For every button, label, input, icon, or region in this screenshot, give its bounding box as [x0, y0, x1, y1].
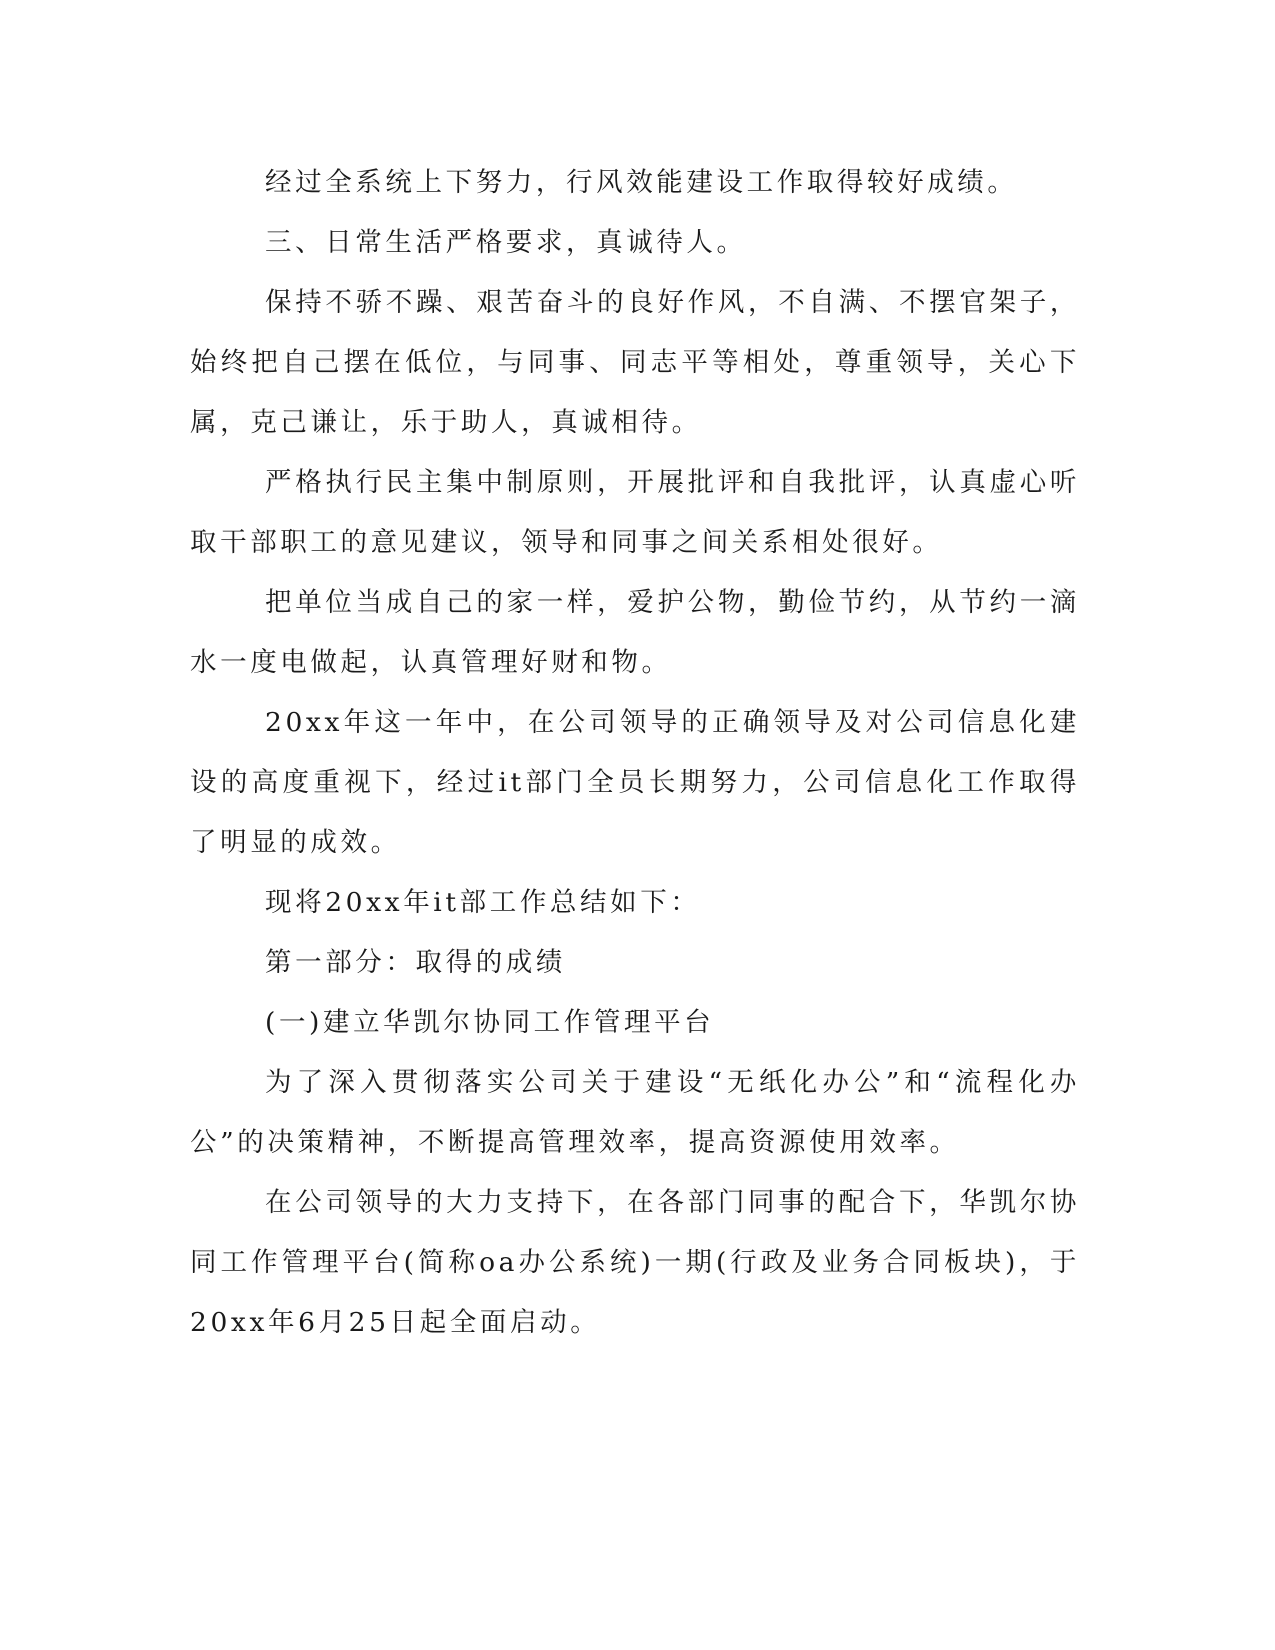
- paragraph: 为了深入贯彻落实公司关于建设“无纸化办公”和“流程化办公”的决策精神，不断提高管理效率，提高资源使用效率。: [190, 1067, 1080, 1158]
- paragraph: 现将20xx年it部工作总结如下：: [265, 887, 701, 918]
- paragraph: 20xx年这一年中，在公司领导的正确领导及对公司信息化建设的高度重视下，经过it部门全员长期努力，公司信息化工作取得了明显的成效。: [190, 707, 1080, 858]
- paragraph: 经过全系统上下努力，行风效能建设工作取得较好成绩。: [265, 167, 1018, 198]
- paragraph: 在公司领导的大力支持下，在各部门同事的配合下，华凯尔协同工作管理平台(简称oa办公系统)一期(行政及业务合同板块)，于20xx年6月25日起全面启动。: [190, 1187, 1080, 1338]
- paragraph: 把单位当成自己的家一样，爱护公物，勤俭节约，从节约一滴水一度电做起，认真管理好财和物。: [190, 587, 1080, 678]
- subsection-heading: (一)建立华凯尔协同工作管理平台: [265, 1007, 715, 1038]
- paragraph: 保持不骄不躁、艰苦奋斗的良好作风，不自满、不摆官架子，始终把自己摆在低位，与同事、同志平等相处，尊重领导，关心下属，克己谦让，乐于助人，真诚相待。: [190, 287, 1080, 438]
- section-heading: 第一部分：取得的成绩: [265, 947, 566, 978]
- section-heading: 三、日常生活严格要求，真诚待人。: [265, 227, 747, 258]
- document-body: [190, 153, 1080, 1353]
- paragraph: 严格执行民主集中制原则，开展批评和自我批评，认真虚心听取干部职工的意见建议，领导和同事之间关系相处很好。: [190, 467, 1080, 558]
